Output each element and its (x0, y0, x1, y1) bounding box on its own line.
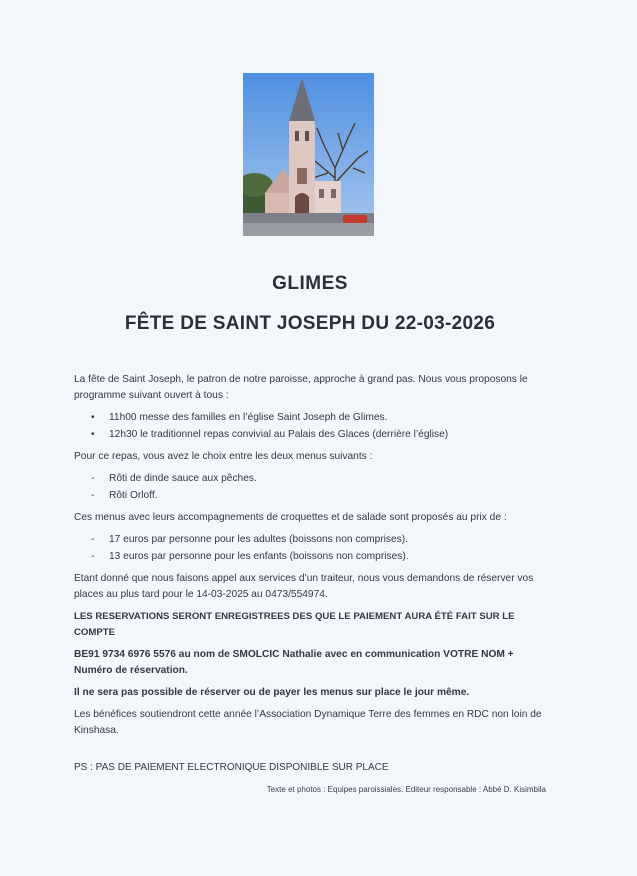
benefits-paragraph: Les bénéfices soutiendront cette année l’Association Dynamique Terre des femmes en RDC non loin de Kinshasa. (74, 709, 542, 736)
flyer-body (74, 372, 554, 745)
price-list (74, 532, 554, 565)
list-item: - Rôti de dinde sauce aux pêches. (109, 471, 554, 487)
page-title: GLIMES (272, 273, 348, 294)
church-photo (243, 73, 374, 236)
list-item: - 17 euros par personne pour les adultes (boissons non comprises). (109, 532, 554, 548)
list-item: • 12h30 le traditionnel repas convivial au Palais des Glaces (derrière l’église) (109, 427, 554, 443)
reservation-paragraph: Etant donné que nous faisons appel aux services d’un traiteur, nous vous demandons de réserver vos places au plus tard pour le 14-03-2025 au 0473/554974. (74, 573, 534, 600)
list-item: • 11h00 messe des familles en l’église Saint Joseph de Glimes. (109, 410, 554, 426)
church-illustration (243, 73, 374, 236)
menu-list (74, 471, 554, 504)
account-info: BE91 9734 6976 5576 au nom de SMOLCIC Nathalie avec en communication VOTRE NOM + Numéro de réservation. (74, 649, 514, 676)
intro-paragraph: La fête de Saint Joseph, le patron de notre paroisse, approche à grand pas. Nous vous proposons le programme suivant ouvert à tous : (74, 374, 528, 401)
credit-line: Texte et photos : Equipes paroissiales. Editeur responsable : Abbé D. Kisimbila (266, 785, 546, 794)
menus-intro: Pour ce repas, vous avez le choix entre les deux menus suivants : (74, 451, 373, 462)
event-title: FÊTE DE SAINT JOSEPH DU 22-03-2026 (124, 313, 496, 334)
program-list (74, 410, 554, 443)
ps-note: PS : PAS DE PAIEMENT ELECTRONIQUE DISPONIBLE SUR PLACE (74, 762, 389, 773)
no-onsite-notice: Il ne sera pas possible de réserver ou de payer les menus sur place le jour même. (74, 687, 470, 698)
list-item: - 13 euros par personne pour les enfants (boissons non comprises). (109, 549, 554, 565)
prices-intro: Ces menus avec leurs accompagnements de croquettes et de salade sont proposés au prix de : (74, 512, 507, 523)
payment-notice: LES RESERVATIONS SERONT ENREGISTREES DES QUE LE PAIEMENT AURA ÉTÉ FAIT SUR LE COMPTE (74, 611, 515, 638)
list-item: - Rôti Orloff. (109, 488, 554, 504)
